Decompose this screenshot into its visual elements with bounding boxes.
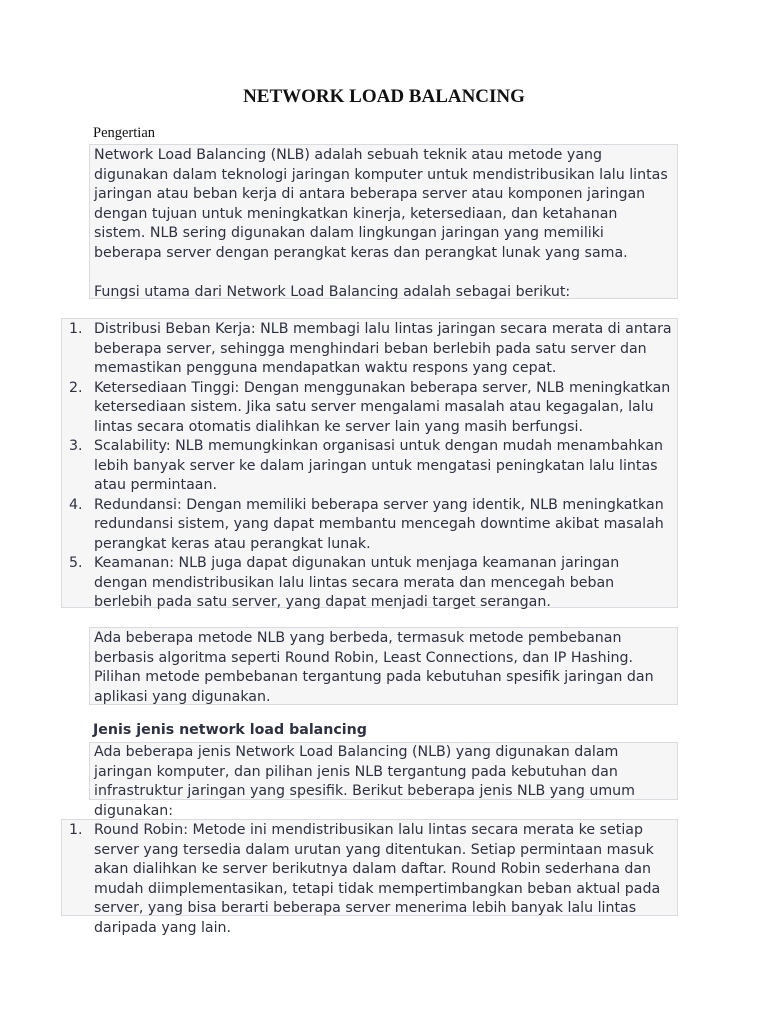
intro-block [89, 144, 678, 299]
list-item [69, 320, 673, 379]
functions-intro: Fungsi utama dari Network Load Balancing adalah sebagai berikut: [94, 283, 571, 300]
list-number: 3. [69, 438, 83, 454]
list-number: 5. [69, 555, 83, 571]
list-item-text: Keamanan: NLB juga dapat digunakan untuk menjaga keamanan jaringan dengan mendistribusikan lalu lintas secara merata dan mencegah beban berlebih pada satu server, yang dapat menjadi target serangan. [94, 555, 620, 610]
list-number: 2. [69, 379, 83, 396]
list-item-text: Redundansi: Dengan memiliki beberapa server yang identik, NLB meningkatkan redundansi sistem, yang dapat membantu mencegah downtime akibat masalah perangkat keras atau perangkat lunak. [94, 496, 664, 552]
list-item [69, 821, 673, 938]
methods-block [89, 627, 678, 705]
list-item-text: Ketersediaan Tinggi: Dengan menggunakan beberapa server, NLB meningkatkan ketersediaan sistem. Jika satu server mengalami masalah atau kegagalan, lalu lintas secara otomatis dialihkan ke server lain yang masih berfungsi. [94, 379, 671, 435]
document-title: NETWORK LOAD BALANCING [243, 86, 525, 107]
functions-list [69, 320, 673, 613]
list-item [69, 554, 673, 613]
list-item [69, 437, 673, 496]
list-item [69, 379, 673, 438]
functions-list-block [61, 318, 678, 608]
list-number: 4. [69, 496, 83, 513]
list-item [69, 496, 673, 555]
list-item-text: Round Robin: Metode ini mendistribusikan lalu lintas secara merata ke setiap server yang tersedia dalam urutan yang ditentukan. Setiap permintaan masuk akan dialihkan ke server berikutnya dalam daftar. Round Robin sederhana dan mudah diimplementasikan, tetapi tidak mempertimbangkan beban aktual pada server, yang bisa berarti beberapa server menerima lebih banyak lalu lintas daripada yang lain. [94, 822, 661, 936]
types-list-block [61, 819, 678, 936]
list-item-text: Scalability: NLB memungkinkan organisasi untuk dengan mudah menambahkan lebih banyak server ke dalam jaringan untuk mengatasi peningkatan lalu lintas atau permintaan. [94, 438, 664, 493]
methods-paragraph: Ada beberapa metode NLB yang berbeda, termasuk metode pembebanan berbasis algoritma seperti Round Robin, Least Connections, dan IP Hashing. Pilihan metode pembebanan tergantung pada kebutuhan spesifik jaringan dan aplikasi yang digunakan. [94, 630, 654, 705]
types-list [69, 821, 673, 938]
intro-paragraph: Network Load Balancing (NLB) adalah sebuah teknik atau metode yang digunakan dalam teknologi jaringan komputer untuk mendistribusikan lalu lintas jaringan atau beban kerja di antara beberapa server atau komponen jaringan dengan tujuan untuk meningkatkan kinerja, ketersediaan, dan ketahanan sistem. NLB sering digunakan dalam lingkungan jaringan yang memiliki beberapa server dengan perangkat keras dan perangkat lunak yang sama. [94, 147, 668, 261]
list-item-text: Distribusi Beban Kerja: NLB membagi lalu lintas jaringan secara merata di antara beberapa server, sehingga menghindari beban berlebih pada satu server dan memastikan pengguna mendapatkan waktu respons yang cepat. [94, 321, 672, 376]
types-intro: Ada beberapa jenis Network Load Balancing (NLB) yang digunakan dalam jaringan komputer, dan pilihan jenis NLB tergantung pada kebutuhan dan infrastruktur jaringan yang spesifik. Berikut beberapa jenis NLB yang umum digunakan: [94, 744, 635, 819]
list-number: 1. [69, 822, 83, 838]
types-heading: Jenis jenis network load balancing [93, 722, 367, 738]
types-intro-block [89, 742, 678, 819]
list-number: 1. [69, 321, 83, 337]
section-label: Pengertian [93, 125, 156, 141]
